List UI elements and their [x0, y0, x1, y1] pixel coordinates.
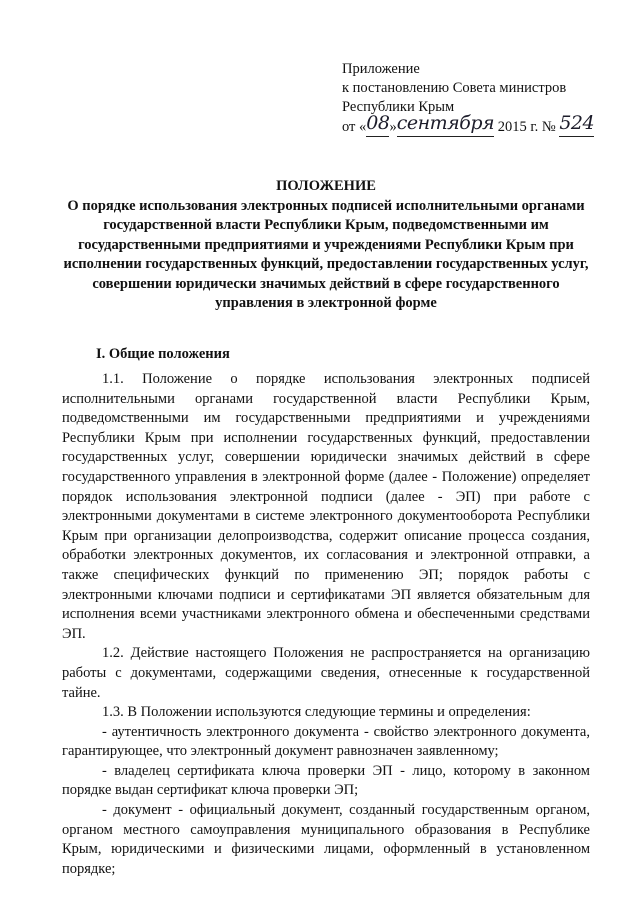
section-heading: I. Общие положения — [96, 346, 230, 362]
document-title-block — [62, 177, 590, 314]
paragraph-1-2: 1.2. Действие настоящего Положения не распространяется на организацию работы с документами, содержащими сведения, отнесенные к государственной тайне. — [62, 645, 590, 701]
term-document: - документ - официальный документ, созданный государственным органом, органом местного самоуправления муниципального образования в Республике Крым, юридическими и физическими лицами, оформленный в установленном порядке; — [62, 802, 590, 877]
term-certificate-owner: - владелец сертификата ключа проверки ЭП - лицо, которому в законном порядке выдан сертификат ключа проверки ЭП; — [62, 762, 590, 799]
appendix-date-line — [342, 112, 612, 137]
date-month: сентября — [396, 112, 495, 134]
document-heading: ПОЛОЖЕНИЕ — [276, 178, 376, 194]
body-text — [62, 370, 590, 879]
document-number-field — [559, 112, 595, 137]
paragraph-1-1: 1.1. Положение о порядке использования электронных подписей исполнительными органами государственной власти Республики Крым, подведомственными им государственными предприятиями и учреждениями Республики Крым при исполнении государственных функций, предоставлении государственных услуг, совершении юридически значимых действий в сфере государственного управления в электронной форме (далее - Положение) определяет порядок использования электронной подписи (далее - ЭП) при работе с электронными документами в системе электронного документооборота Республики Крым при организации делопроизводства, содержит описание процесса создания, обработки электронных документов, их согласования и электронной отправки, а также специфических функций по применению ЭП; порядок работы с электронными ключами подписи и сертификатами ЭП является обязательным для исполнения всеми участниками электронного обмена и обеспеченными средствами ЭП. — [62, 371, 590, 642]
date-year: 2015 г. № — [494, 119, 560, 135]
document-subtitle: О порядке использования электронных подписей исполнительными органами государственной власти Республики Крым, подведомственными им государственными предприятиями и учреждениями Республики Крым при исполнении государственных функций, предоставлении государственных услуг, совершении юридически значимых действий в сфере государственного управления в электронной форме — [63, 197, 589, 311]
date-separator: » — [389, 119, 397, 135]
paragraph-1-3: 1.3. В Положении используются следующие термины и определения: — [102, 704, 531, 721]
appendix-title: Приложение — [342, 61, 420, 77]
date-prefix: от « — [342, 119, 367, 135]
appendix-reference: к постановлению Совета министров — [342, 80, 567, 96]
document-number: 524 — [559, 112, 595, 134]
date-day-field — [366, 112, 390, 137]
appendix-republic: Республики Крым — [342, 99, 455, 115]
date-day: 08 — [366, 112, 390, 134]
term-authenticity: - аутентичность электронного документа - свойство электронного документа, гарантирующее, что электронный документ равнозначен заявленному; — [62, 723, 590, 760]
date-month-field — [396, 112, 495, 137]
appendix-block — [342, 60, 612, 137]
